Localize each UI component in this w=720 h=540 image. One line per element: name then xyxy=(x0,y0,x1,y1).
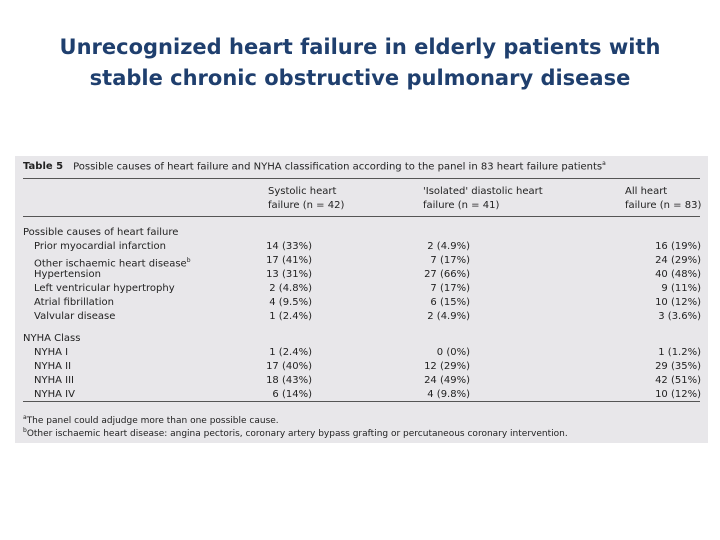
column-header-line: 'Isolated' diastolic heart xyxy=(423,186,543,197)
table-cell: 14 (33%) xyxy=(266,241,312,252)
row-label xyxy=(34,296,114,310)
footnote-b xyxy=(23,425,568,440)
footnote-text: The panel could adjudge more than one possible cause. xyxy=(26,416,279,426)
table-cell: 7 (17%) xyxy=(430,255,470,266)
row-label xyxy=(34,268,101,282)
column-header-diastolic xyxy=(423,185,543,213)
table-cell: 1 (2.4%) xyxy=(269,311,312,322)
table-cell: 29 (35%) xyxy=(655,361,701,372)
table-cell: 6 (15%) xyxy=(430,297,470,308)
section-heading: NYHA Class xyxy=(23,333,81,344)
table-cell: 6 (14%) xyxy=(272,389,312,400)
row-label-text: Valvular disease xyxy=(34,311,116,322)
column-header-line: All heart xyxy=(625,186,668,197)
row-label xyxy=(34,310,115,324)
table-cell: 1 (1.2%) xyxy=(658,347,701,358)
table-cell: 40 (48%) xyxy=(655,269,701,280)
row-label xyxy=(34,240,166,254)
column-header-line: Systolic heart xyxy=(268,186,337,197)
row-label-text: NYHA IV xyxy=(34,389,75,400)
table-top-rule xyxy=(23,178,700,179)
table-panel xyxy=(15,156,708,443)
table-cell: 2 (4.9%) xyxy=(427,311,470,322)
row-label xyxy=(34,374,74,388)
table-cell: 17 (41%) xyxy=(266,255,312,266)
slide-title xyxy=(0,32,720,94)
column-header-systolic xyxy=(268,185,344,213)
column-header-line: failure (n = 83) xyxy=(625,200,702,211)
footnote-mark: a xyxy=(23,414,27,421)
table-cell: 2 (4.8%) xyxy=(269,283,312,294)
table-cell: 10 (12%) xyxy=(655,389,701,400)
table-cell: 24 (49%) xyxy=(424,375,470,386)
table-cell: 4 (9.5%) xyxy=(269,297,312,308)
column-header-all xyxy=(625,185,701,213)
footnote-text: Other ischaemic heart disease: angina pectoris, coronary artery bypass grafting or percutaneous coronary intervention. xyxy=(26,429,568,439)
table-cell: 0 (0%) xyxy=(436,347,470,358)
row-label-text: Hypertension xyxy=(34,269,101,280)
table-caption xyxy=(23,160,606,172)
table-cell: 13 (31%) xyxy=(266,269,312,280)
row-footnote-mark: b xyxy=(186,257,191,264)
table-cell: 12 (29%) xyxy=(424,361,470,372)
row-label xyxy=(34,346,68,360)
row-label xyxy=(34,360,71,374)
table-cell: 16 (19%) xyxy=(655,241,701,252)
table-cell: 3 (3.6%) xyxy=(658,311,701,322)
row-label-text: Other ischaemic heart disease xyxy=(34,258,187,270)
row-label-text: Atrial fibrillation xyxy=(34,297,114,308)
row-label-text: NYHA III xyxy=(34,375,74,386)
slide-title-line-2: stable chronic obstructive pulmonary disease xyxy=(89,66,631,90)
table-cell: 4 (9.8%) xyxy=(427,389,470,400)
table-cell: 2 (4.9%) xyxy=(427,241,470,252)
row-label-text: Prior myocardial infarction xyxy=(34,241,167,252)
table-cell: 7 (17%) xyxy=(430,283,470,294)
table-cell: 17 (40%) xyxy=(266,361,312,372)
table-label: Table 5 xyxy=(23,161,64,173)
table-caption-footnote-mark: a xyxy=(602,160,606,167)
table-bottom-rule xyxy=(23,401,700,402)
table-caption-text: Possible causes of heart failure and NYHA classification according to the panel in 83 heart failure patients xyxy=(73,161,603,173)
table-cell: 1 (2.4%) xyxy=(269,347,312,358)
column-header-line: failure (n = 42) xyxy=(268,200,345,211)
row-label-text: Left ventricular hypertrophy xyxy=(34,283,175,294)
slide-title-line-1: Unrecognized heart failure in elderly patients with xyxy=(59,35,661,59)
table-cell: 18 (43%) xyxy=(266,375,312,386)
table-cell: 9 (11%) xyxy=(661,283,701,294)
table-cell: 42 (51%) xyxy=(655,375,701,386)
footnote-mark: b xyxy=(23,427,27,434)
table-header-rule xyxy=(23,216,700,217)
section-heading: Possible causes of heart failure xyxy=(23,227,179,238)
row-label-text: NYHA I xyxy=(34,347,69,358)
table-cell: 10 (12%) xyxy=(655,297,701,308)
row-label xyxy=(34,388,75,402)
column-header-line: failure (n = 41) xyxy=(423,200,500,211)
row-label-text: NYHA II xyxy=(34,361,72,372)
table-cell: 24 (29%) xyxy=(655,255,701,266)
table-cell: 27 (66%) xyxy=(424,269,470,280)
row-label xyxy=(34,282,175,296)
